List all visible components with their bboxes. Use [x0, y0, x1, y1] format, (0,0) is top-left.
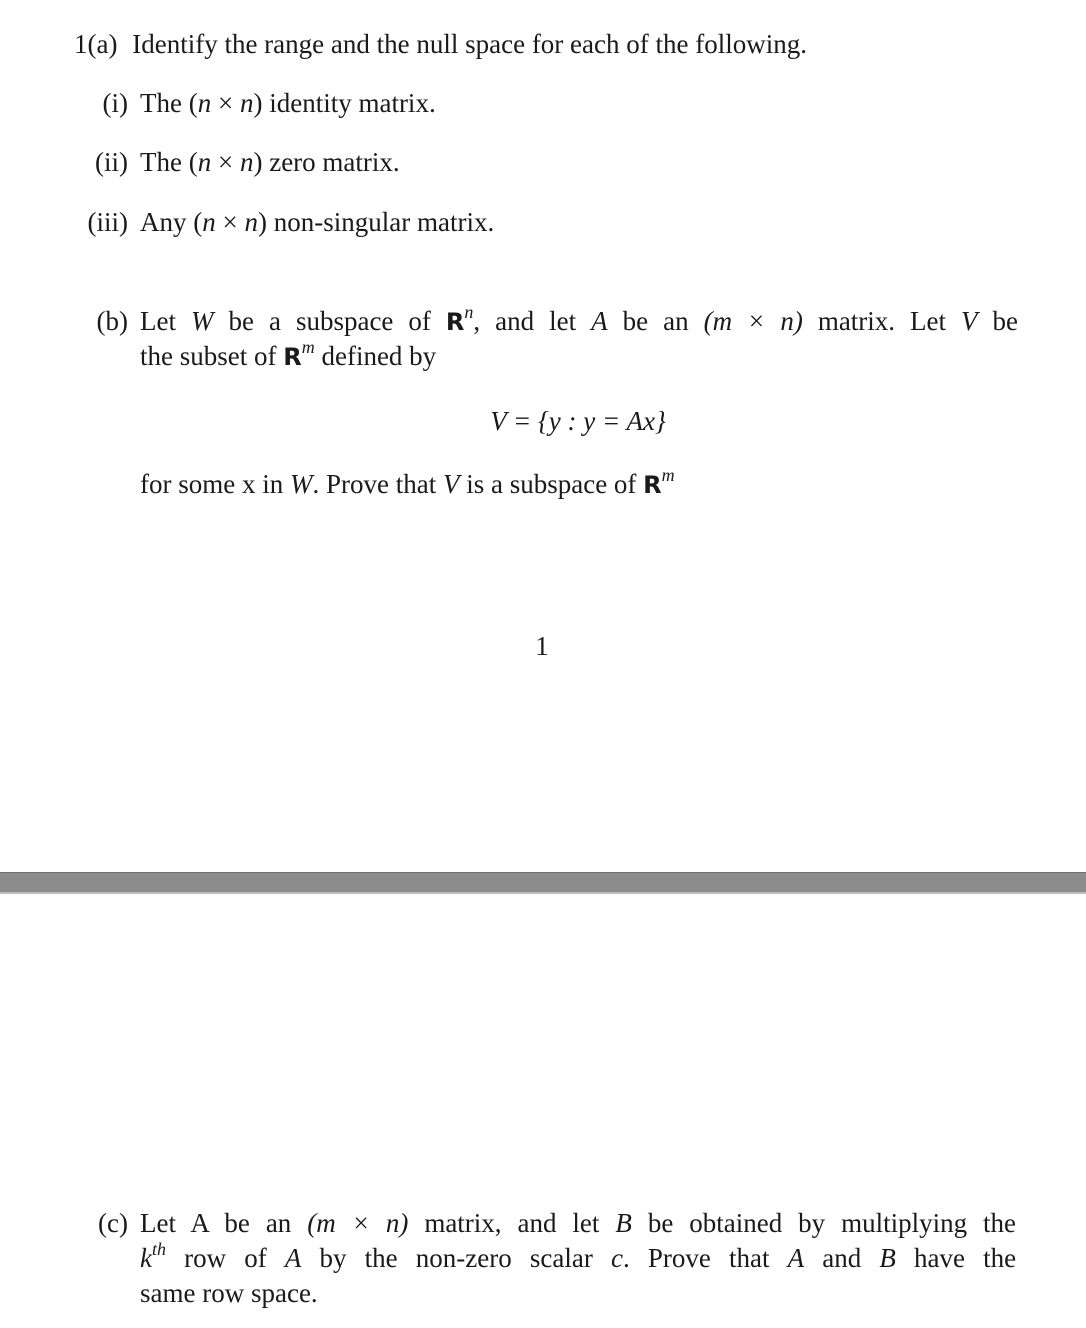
- blackboard-r: R: [283, 343, 302, 371]
- part-a-text: Identify the range and the null space for each of the following.: [132, 29, 807, 59]
- part-b-line-3: for some x in W. Prove that V is a subspace of $R^m$: [140, 465, 675, 499]
- part-b-line-2: the subset of $R^m$ defined by: [140, 337, 437, 371]
- part-b-label: (b): [96, 306, 128, 336]
- part-c-line-1: Let A be an (m × n) matrix, and let B be obtained by multiplying the: [140, 1208, 1017, 1238]
- part-b-line-1: Let W be a subspace of $R^n$, and let A be an (m × n) matrix. Let V be: [140, 302, 1019, 336]
- part-c-line-2: $k^{th}$ row of A by the non-zero scalar c. Prove that A and B have the: [140, 1239, 1017, 1273]
- item-iii-label: (iii): [87, 207, 128, 237]
- part-a-heading: [74, 27, 807, 62]
- display-equation: V = {y : y = Ax}: [490, 406, 666, 436]
- page-separator: [0, 872, 1086, 894]
- item-ii-label: (ii): [95, 147, 128, 177]
- part-a-label: 1(a): [74, 29, 118, 59]
- blackboard-r: R: [445, 308, 465, 336]
- part-c-label: (c): [98, 1208, 128, 1238]
- blackboard-r: R: [643, 471, 662, 499]
- part-c-line-3: same row space.: [140, 1278, 318, 1308]
- item-i-label: (i): [102, 88, 128, 118]
- item-i-text: The (n × n) identity matrix.: [140, 88, 436, 118]
- item-iii-text: Any (n × n) non-singular matrix.: [140, 207, 495, 237]
- page-number: 1: [535, 631, 549, 661]
- item-ii-text: The (n × n) zero matrix.: [140, 147, 400, 177]
